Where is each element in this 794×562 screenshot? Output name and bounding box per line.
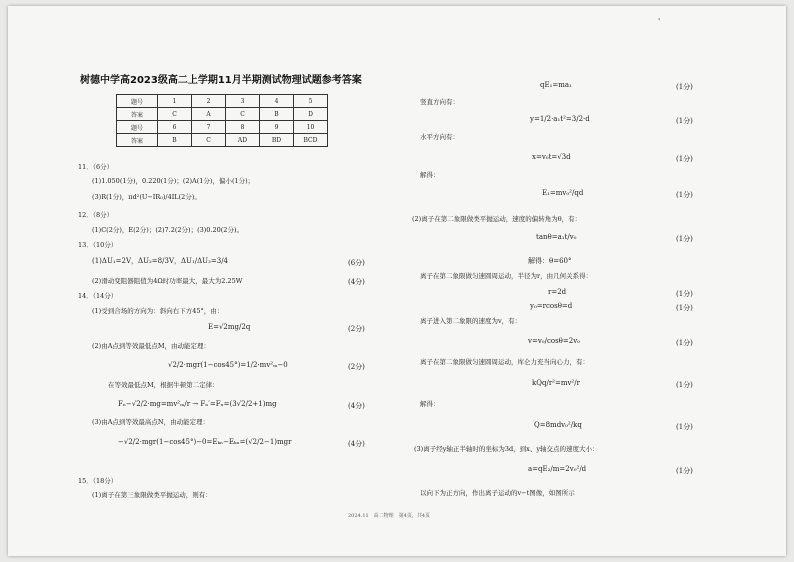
table-row: 题号 6 7 8 9 10 <box>117 121 328 134</box>
q14-eq-2-score: (2分) <box>348 363 365 371</box>
corner-mark: ' <box>658 17 661 26</box>
table-row: 题号 1 2 3 4 5 <box>117 95 328 108</box>
q11-answer-3: (3)R(1分)，πd²(U−IR₀)/4IL(2分)。 <box>92 193 201 201</box>
q12-heading: 12．（8分） <box>78 211 114 219</box>
q14-eq-1: E=√2mg/2q <box>208 323 251 331</box>
answer-sheet <box>8 6 786 556</box>
r-text-9: (3)离子经y轴正半轴时的坐标为3d，到x、y轴交点的速度大小： <box>414 445 599 453</box>
r-eq-6-score: (1分) <box>676 304 693 312</box>
q13-score-1: (6分) <box>348 259 365 267</box>
r-text-5: 离子在第二象限做匀速圆周运动，半径为r，由几何关系得： <box>420 272 593 280</box>
r-eq-10-score: (1分) <box>676 467 693 475</box>
table-row: 答案 B C AD BD BCD <box>117 134 328 147</box>
r-eq-0: qE₁=ma₁ <box>540 81 572 89</box>
q14-eq-3-score: (4分) <box>348 402 365 410</box>
r-eq-8: kQq/r²=mv²/r <box>532 379 580 387</box>
r-eq-7-score: (1分) <box>676 339 693 347</box>
r-eq-1-score: (1分) <box>676 117 693 125</box>
q12-answer: (1)C(2分)，E(2分)；(2)7.2(2分)；(3)0.20(2分)。 <box>92 226 243 234</box>
q14-eq-4-score: (4分) <box>348 440 365 448</box>
r-text-8: 解得： <box>420 400 440 408</box>
r-text-10: 以向下为正方向，作出离子运动的v−t图像，如图所示 <box>420 489 575 497</box>
r-eq-4: tanθ=a₁t/v₀ <box>536 233 577 241</box>
r-eq-2-score: (1分) <box>676 155 693 163</box>
q14-part-4: (3)由A点到等效最高点N，由动能定理： <box>92 418 210 426</box>
r-eq-8-score: (1分) <box>676 381 693 389</box>
page-footer: 2024.11 高二物理 第4页，共4页 <box>348 513 431 519</box>
table-row: 答案 C A C B D <box>117 108 328 121</box>
r-eq-9: Q=8mdv₀²/kq <box>534 421 582 429</box>
q13-heading: 13．（10分） <box>78 241 118 249</box>
r-eq-3-score: (1分) <box>676 191 693 199</box>
r-text-1: 竖直方向有： <box>420 98 459 106</box>
answer-table <box>116 94 328 147</box>
r-eq-2: x=v₀t=√3d <box>532 153 571 161</box>
r-text-2: 水平方向有： <box>420 133 459 141</box>
r-text-3: 解得： <box>420 171 440 179</box>
r-eq-3: E₁=mv₀²/qd <box>542 189 584 197</box>
q14-eq-2: √2/2·mgr(1−cos45°)=1/2·mv²ₘ−0 <box>168 361 288 369</box>
r-eq-4b: 解得：θ=60° <box>528 257 572 265</box>
r-eq-5: r=2d <box>548 288 567 296</box>
r-eq-1: y=1/2·a₁t²=3/2·d <box>530 115 590 123</box>
page-title: 树德中学高2023级高二上学期11月半期测试物理试题参考答案 <box>80 75 362 86</box>
r-text-4: (2)离子在第二象限做类平抛运动，速度的偏转角为θ，有： <box>412 215 582 223</box>
r-eq-10: a=qE₂/m=2v₀²/d <box>528 465 587 473</box>
q14-part-3: 在等效最低点M，根据牛顿第二定律： <box>108 381 219 389</box>
r-eq-4-score: (1分) <box>676 235 693 243</box>
r-eq-7: v=v₀/cosθ=2v₀ <box>528 337 580 345</box>
q14-part-2: (2)由A点到等效最低点M，由动能定理： <box>92 342 211 350</box>
q14-eq-4: −√2/2·mgr(1−cos45°)−0=Eₖₙ−Eₖₙ=(√2/2−1)mgr <box>118 438 292 446</box>
q14-part-1: (1)受到合场的方向为：斜向右下方45°，由： <box>92 307 224 315</box>
q11-heading: 11．（6分） <box>78 163 114 171</box>
r-text-7: 离子在第二象限做匀速圆周运动，库仑力充当向心力，有： <box>420 358 589 366</box>
r-eq-5-score: (1分) <box>676 290 693 298</box>
q15-heading: 15．（18分） <box>78 477 118 485</box>
r-eq-0-score: (1分) <box>676 83 693 91</box>
q13-answer-1: (1)ΔU₁=2V，ΔU₂=8/3V，ΔU₁/ΔU₂=3/4 <box>92 257 229 265</box>
q14-eq-1-score: (2分) <box>348 325 365 333</box>
q14-heading: 14．（14分） <box>78 292 118 300</box>
r-eq-9-score: (1分) <box>676 423 693 431</box>
q15-part-1: (1)离子在第三象限做类平抛运动，则有： <box>92 491 212 499</box>
q11-answer-1: (1)1.050(1分)，0.220(1分)；(2)A(1分)，偏小(1分)； <box>92 177 255 185</box>
q14-eq-3: Fₙ−√2/2·mg=mv²ₘ/r → Fₙ′=Fₙ=(3√2/2+1)mg <box>118 400 277 408</box>
r-text-6: 离子进入第二象限的速度为v，有： <box>420 317 522 325</box>
q13-answer-2: (2)滑动变阻器阻值为4Ω时功率最大，最大为2.25W <box>92 277 243 285</box>
q13-score-2: (4分) <box>348 278 365 286</box>
r-eq-6: y₀=rcosθ=d <box>530 302 573 310</box>
